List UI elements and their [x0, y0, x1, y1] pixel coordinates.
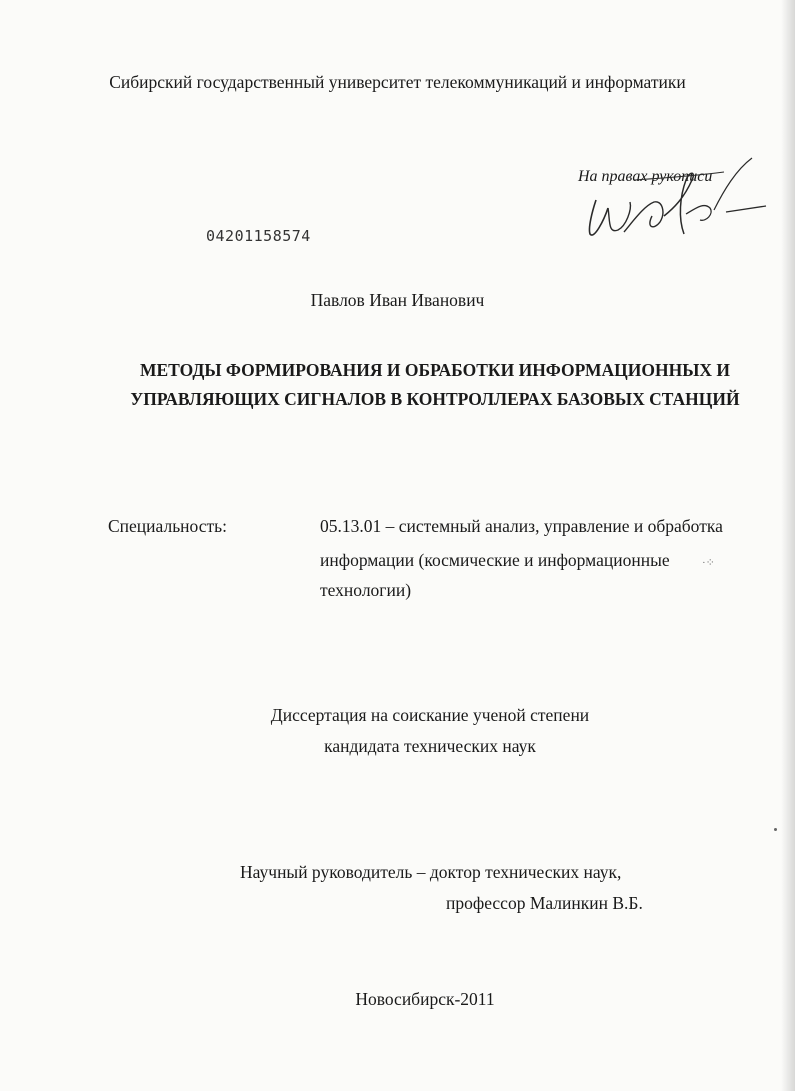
handwritten-signature: [574, 150, 774, 250]
supervisor-line-1: Научный руководитель – доктор технических наук,: [240, 862, 622, 882]
author-name: Павлов Иван Иванович: [310, 290, 485, 310]
specialty-line-3: технологии): [320, 580, 412, 600]
city-year: Новосибирск-2011: [355, 989, 495, 1009]
dissertation-title: МЕТОДЫ ФОРМИРОВАНИЯ И ОБРАБОТКИ ИНФОРМАЦИОННЫХ И УПРАВЛЯЮЩИХ СИГНАЛОВ В КОНТРОЛЛЕРАХ БАЗОВЫХ СТАНЦИЙ: [130, 360, 740, 409]
degree-line-1: Диссертация на соискание ученой степени: [270, 705, 590, 725]
university-name: Сибирский государственный университет телекоммуникаций и информатики: [109, 72, 686, 92]
ink-speck: ·⁘: [702, 557, 715, 569]
rights-note: На правах рукописи: [578, 168, 713, 185]
page-edge-shadow: [781, 0, 795, 1091]
specialty-line-2: информации (космические и информационные: [320, 550, 670, 570]
specialty-line-1: 05.13.01 – системный анализ, управление и обработка: [320, 516, 723, 536]
degree-line-2: кандидата технических наук: [324, 736, 536, 756]
supervisor-line-2: профессор Малинкин В.Б.: [446, 893, 643, 913]
archive-number: 04201158574: [206, 227, 311, 245]
specialty-label: Специальность:: [108, 516, 227, 536]
paper-speck: [774, 828, 777, 831]
